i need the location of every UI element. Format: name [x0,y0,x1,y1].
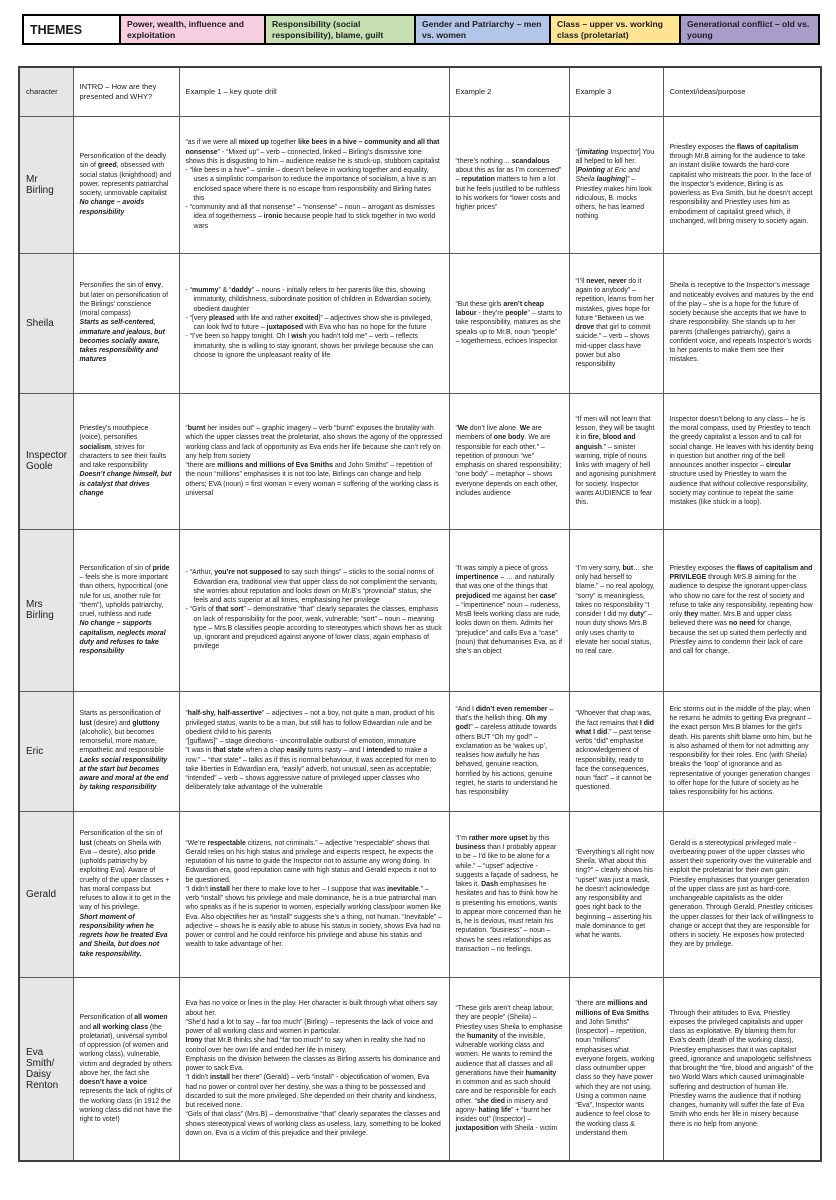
example2-cell: “These girls aren’t cheap labour, they are people” (Sheila) – Priestley uses Sheila to emphasise the humanity of the invisible, vulnerable working class and women. He wants to remind the audience that all classes and all generations have their humanity in common and as such should care and be responsible for each other. “she died in misery and agony- hating life” + “burnt her insides out” (Inspector) – juxtaposition with Sheila - victim [449,977,569,1161]
context-cell: Eric storms out in the middle of the play; when he returns he admits to getting Eva pregnant – the exact person Mrs.B blames for the girl’s death. His parents shift blame onto him, but he is also ashamed of them for not admitting any responsibility for their roles. Eric (with Sheila) breaks the ‘loop’ of ignorance and as representative of younger generation changes to offer hope for the future of society as he takes responsibility for his actions. [663,691,821,811]
themes-label: THEMES [23,15,120,44]
example2-cell: “there’s nothing… scandalous about this as far as I’m concerned” – reputation matters to him a lot but he feels justified to be ruthless to his workers for “lower costs and higher prices” [449,116,569,253]
row-mr-birling [19,116,821,253]
row-eric [19,691,821,811]
theme-gender-patriarchy: Gender and Patriarchy – men vs. women [415,15,550,44]
theme-generational-conflict: Generational conflict – old vs. young [680,15,819,44]
row-mrs-birling [19,529,821,691]
header-character: character [19,67,73,116]
intro-cell: Personification of the deadly sin of greed, obsessed with social status (knighthood) and power, represents patriarchal society, unmovable capitalist No change – avoids responsibility [73,116,179,253]
context-cell: Sheila is receptive to the Inspector’s message and noticeably evolves and matures by the end of the play – she is a hope for the future of society because she accepts that we have to share responsibility. She stands up to her parents (challenges patriarchy), gains a confident voice, and repeats Inspector’s words to her parents to make them see their mistakes. [663,253,821,393]
example3-cell: “I’ll never, never do it again to anybody” – repetition, learns from her mistakes, gives hope for future “Between us we drove that girl to commit suicide.” – verb – shows mid-upper class have power but also responsibility [569,253,663,393]
header-context: Context/ideas/purpose [663,67,821,116]
example2-cell: “We don’t live alone. We are members of one body. We are responsible for each other.” – repetition of pronoun “we” emphasis on shared responsibility; “one body” – metaphor – shows everyone depends on each other, includes audience [449,393,569,529]
context-cell: Gerald is a stereotypical privileged male - overbearing power of the upper classes who assert their superiority over the vulnerable and exploit the proletariat for their own gain. Priestley emphasises that younger generation of the upper class are just as hard-core, unchangeable capitalists as the older generation. Through Gerald, Priestley criticises the upper classes for their lack of willingness to change or accept that they are responsible for others in society. He exposes how protected they are by privilege. [663,811,821,977]
example2-cell: “But these girls aren’t cheap labour - they’re people” – starts to take responsibility, matures as she speaks up to Mr.B, noun “people” – togetherness, echoes Inspector [449,253,569,393]
character-name: Eva Smith/ Daisy Renton [19,977,73,1161]
example3-cell: “Everything’s all right now Sheila. What about this ring?” – clearly shows his “upset” was just a mask, he doesn’t acknowledge any responsibility and goes right back to the beginning – asserting his male dominance to get what he wants. [569,811,663,977]
header-row [19,67,821,116]
theme-responsibility: Responsibility (social responsibility), blame, guilt [265,15,415,44]
example1-cell: “We’re respectable citizens, not criminals.” – adjective “respectable” shows that Gerald relies on his high status and privilege and expects respect, he expects the reputation of his name to guide the Inspector not to assume any wrong doing. In Edwardian era, good reputation came with high status and Gerald expects it not to be questioned. “I didn’t install her there to make love to her – I suppose that was inevitable.” – verb “install” shows his privilege and male dominance, he is a true patriarchal man who speaks as if he is superior to women, especially working class/poor women like Eva. Also objectifies her as “install” suggests she’s a thing, not human. “Inevitable” – adjective – shows he is easily able to abuse his status in society, shows Eva had no power or control and he could reinforce his privilege and abuse his status and wealth to take advantage of her. [179,811,449,977]
character-name: Eric [19,691,73,811]
context-cell: Inspector doesn’t belong to any class – he is the moral compass, used by Priestley to teach the greedy capitalist a lesson and to call for social change. He leaves with his identity being in question but another ring of the bell announces another inspector – circular structure used by Priestley to warn the audience that without collective responsibility, society may continue to repeat the same mistakes (like stuck in a loop). [663,393,821,529]
row-eva-smith-daisy-renton [19,977,821,1161]
example3-cell: “Whoever that chap was, the fact remains that I did what I did.” – past tense verbs “did” emphasise acknowledgement of responsibility, ready to face the consequences, noun “fact” – it cannot be questioned. [569,691,663,811]
header-intro: INTRO – How are they presented and WHY? [73,67,179,116]
character-name: Mrs Birling [19,529,73,691]
row-sheila [19,253,821,393]
header-example1: Example 1 – key quote drill [179,67,449,116]
character-name: Gerald [19,811,73,977]
header-example3: Example 3 [569,67,663,116]
example3-cell: “there are millions and millions of Eva Smiths and John Smiths” (Inspector) – repetition, noun “millions” emphasises what everyone forgets, working class outnumber upper class so they have power which they are not using. Using a common name “Eva”, Inspector wants audience to feel close to the working class & understand them [569,977,663,1161]
intro-cell: Personifies the sin of envy, but later on personification of the Birlings’ conscience (moral compass) Starts as self-centered, immature and jealous, but becomes socially aware, takes responsibility and matures [73,253,179,393]
example2-cell: “I’m rather more upset by this business than I probably appear to be – I’d like to be alone for a while.” – “upset” adjective - suggests a façade of sadness, he fakes it. Dash emphasises he hesitates and has to think how he is presenting his emotions, wants to appear more concerned than he is, he is devious, must retain his reputation. “business” – noun – shows he sees relationships as transaction – no feelings. [449,811,569,977]
row-gerald [19,811,821,977]
intro-cell: Priestley’s mouthpiece (voice), personifies socialism, strives for characters to see their faults and take responsibility Doesn’t change himself, but is catalyst that drives change [73,393,179,529]
context-cell: Priestley exposes the flaws of capitalism and PRIVILEGE through MrS.B aiming for the audience to despise the ignorant upper-class who show no care for the rest of society and refuse to take any responsibility, repeating how only they matter. Mrs.B and upper class believed there was no need for change, because the set up suited them perfectly and Priestley aims to condemn their lack of care and call for change. [663,529,821,691]
example1-cell: “as if we were all mixed up together like bees in a hive – community and all that nonsense” - “Mixed up” – verb – connected, linked – Birling’s dismissive tone shows this is disgusting to him – audience realise he is stuck-up, stubborn capitalist - “like bees in a hive” – simile – doesn’t believe in working together and equality, uses a simplistic comparison to reduce the importance of socialism, a hive is an enclosed space where there is no escape from responsibility and Birling hates this - “community and all that nonsense” – “nonsense” – noun – arrogant as dismisses idea of togetherness – ironic because people had to stick together in two world wars [179,116,449,253]
example2-cell: “It was simply a piece of gross impertinence – … and naturally that was one of the things that prejudiced me against her case” – “impertinence” noun – rudeness, MrsB feels working class are rude, looks down on them. Admits her “prejudice” and calls Eva a “case” (noun) that dehumanises Eva, as if she’s an object [449,529,569,691]
example1-cell: Eva has no voice or lines in the play. Her character is built through what others say about her. “She’d had a lot to say – far too much” (Birling) – represents the lack of voice and power of all working class and women in particular. Irony that Mr.B thinks she had “far too much” to say when in reality she had no control over her own life and ended her life in misery. Emphasis on the division between the classes as Birling asserts his dominance and power to sack Eva. “I didn’t install her there” (Gerald) – verb “install” - objectification of women, Eva had no power or control over her destiny, she was a thing to be possessed and discarded to suit the more privileged. She depended on their charity and kindness, but received none. “Girls of that class” (Mrs.B) – demonstrative “that” clearly separates the classes and shows stereotypical views of working class as useless, lazy, something to be looked down on. Eva is a victim of this prejudice and their privilege. [179,977,449,1161]
context-cell: Priestley exposes the flaws of capitalism through Mr.B aiming for the audience to take an instant dislike towards the hard-core capitalist who mistreats the poor. In the face of the Inspector’s evidence, Birling is as powerless as Eva Smith, but he doesn’t accept responsibility and Priestley uses him as embodiment of capitalist greed which, if unchanged, will bring misery to society again. [663,116,821,253]
theme-power-wealth: Power, wealth, influence and exploitation [120,15,265,44]
example3-cell: “If men will not learn that lesson, they will be taught it in fire, blood and anguish.” – sinister warning, triple of nouns links with imagery of hell and agonising punishment for society. Inspector wants AUDIENCE to fear this. [569,393,663,529]
example2-cell: “And I didn’t even remember – that’s the hellish thing. Oh my god!” – careless attitude towards others BUT “Oh my god!” – exclamation as he ‘wakes up’, realises how awfully he has behaved, genuine reaction, horrified by his actions, genuine regret, he starts to understand he has responsibility [449,691,569,811]
character-name: Inspector Goole [19,393,73,529]
intro-cell: Personification of all women and all working class (the proletariat), universal symbol of oppression (of women and working class), vulnerable, victim and degraded by others above her, the fact she doesn’t have a voice represents the lack of rights of the working class (in 1912 the working class did not have the right to vote!) [73,977,179,1161]
example3-cell: “I’m very sorry, but… she only had herself to blame.” – no real apology, “sorry” is meaningless, takes no responsibility “I consider I did my duty” – noun duty shows Mrs.B only uses charity to elevate her social status, no real care. [569,529,663,691]
context-cell: Through their attitudes to Eva, Priestley exposes the privileged capitalists and upper class as exploitative. By blaming them for Eva’s death (death of the working class), Priestley emphasises that it was capitalist greed, ignorance and unapologetic selfishness that brought the “fire, blood and anguish” of the two World Wars which caused unimaginable suffering and destruction of human life. Priestley warns the audience that if nothing changes, humanity will suffer the fate of Eva Smith who ends her life in misery because there is no help from anyone. [663,977,821,1161]
header-example2: Example 2 [449,67,569,116]
example1-cell: - “Arthur, you’re not supposed to say such things” – sticks to the social norms of Edwardian era, traditional view that upper class do not compliment the servants, she worries about reputation and looks down on Mr.B’s “provincial” status, she feels and acts superior at all times, emphasising her privilege - “Girls of that sort” – demonstrative “that” clearly separates the classes, emphasis on lack of responsibility for the poor, weak, vulnerable; “sort” – noun – meaning type – Mrs.B classifies people according to stereotypes which shows her as stuck up, ignorant and prejudiced against anyone of lower class, again emphasis of privilege [179,529,449,691]
character-name: Mr Birling [19,116,73,253]
themes-banner [22,14,820,45]
character-analysis-table [18,66,822,1162]
example3-cell: “[imitating Inspector] You all helped to kill her. [Pointing at Eric and Sheila laughing]” – Priestley makes him look ridiculous, B. mocks others, he has learned nothing [569,116,663,253]
example1-cell: “burnt her insides out” – graphic imagery – verb “burnt” exposes the brutality with which the upper classes treat the proletariat, also shows the agony of the oppressed working class and lack of opportunity as Eva ends her life because she can’t rely on any help from society “there are millions and millions of Eva Smiths and John Smiths” – repetition of the noun “millions” emphasises it is not too late, Birlings can change and help others; EVA (noun) = first woman = every woman = suffering of the working class is universal [179,393,449,529]
intro-cell: Personification of the sin of lust (cheats on Sheila with Eva – desire), also pride (upholds patriarchy by exploiting Eva). Aware of cruelty of the upper classes + has moral compass but refuses to allow it to get in the way of his privilege. Short moment of responsibility when he regrets how he treated Eva and Sheila, but does not take responsibility. [73,811,179,977]
row-inspector-goole [19,393,821,529]
character-name: Sheila [19,253,73,393]
intro-cell: Personification of sin of pride – feels she is more important than others, hypocritical (one rule for us, another rule for “them”), upholds patriarchy, cruel, ruthless and rude No change – supports capitalism, neglects moral duty and refuses to take responsibility [73,529,179,691]
intro-cell: Starts as personification of lust (desire) and gluttony (alcoholic), but becomes remorseful, more mature, empathetic and responsible Lacks social responsibility at the start but becomes aware and moral at the end by taking responsibility [73,691,179,811]
example1-cell: “half-shy, half-assertive” – adjectives – not a boy, not quite a man, product of his privileged status, wants to be a man, but still has to follow Edwardian rule and be obedient child to his parents “[guffaws]” – stage directions - uncontrollable outburst of emotion, immature “I was in that state when a chap easily turns nasty – and I intended to make a row.” – “that state” – talks as if this is normal behaviour, it was accepted for men to take liberties in Edwardian era, “easily” adverb, not unusual, seen as acceptable; “intended” – verb – shows aggressive nature of privileged upper classes who deliberately take advantage of the vulnerable [179,691,449,811]
example1-cell: - “mummy” & “daddy” – nouns - initially refers to her parents like this, showing immaturity, childishness, subordinate position of children in Edwardian society, obedient daughter - “[very pleased with life and rather excited]” – adjectives show she is privileged, can look fwd to future – juxtaposed with Eva who has no hope for the future - “I’ve been so happy tonight. Oh I wish you hadn’t told me” – verb – reflects immaturity, she is willing to stay ignorant, shows her privilege because she can choose to ignore the unpleasant reality of life [179,253,449,393]
theme-class: Class – upper vs. working class (proletariat) [550,15,680,44]
